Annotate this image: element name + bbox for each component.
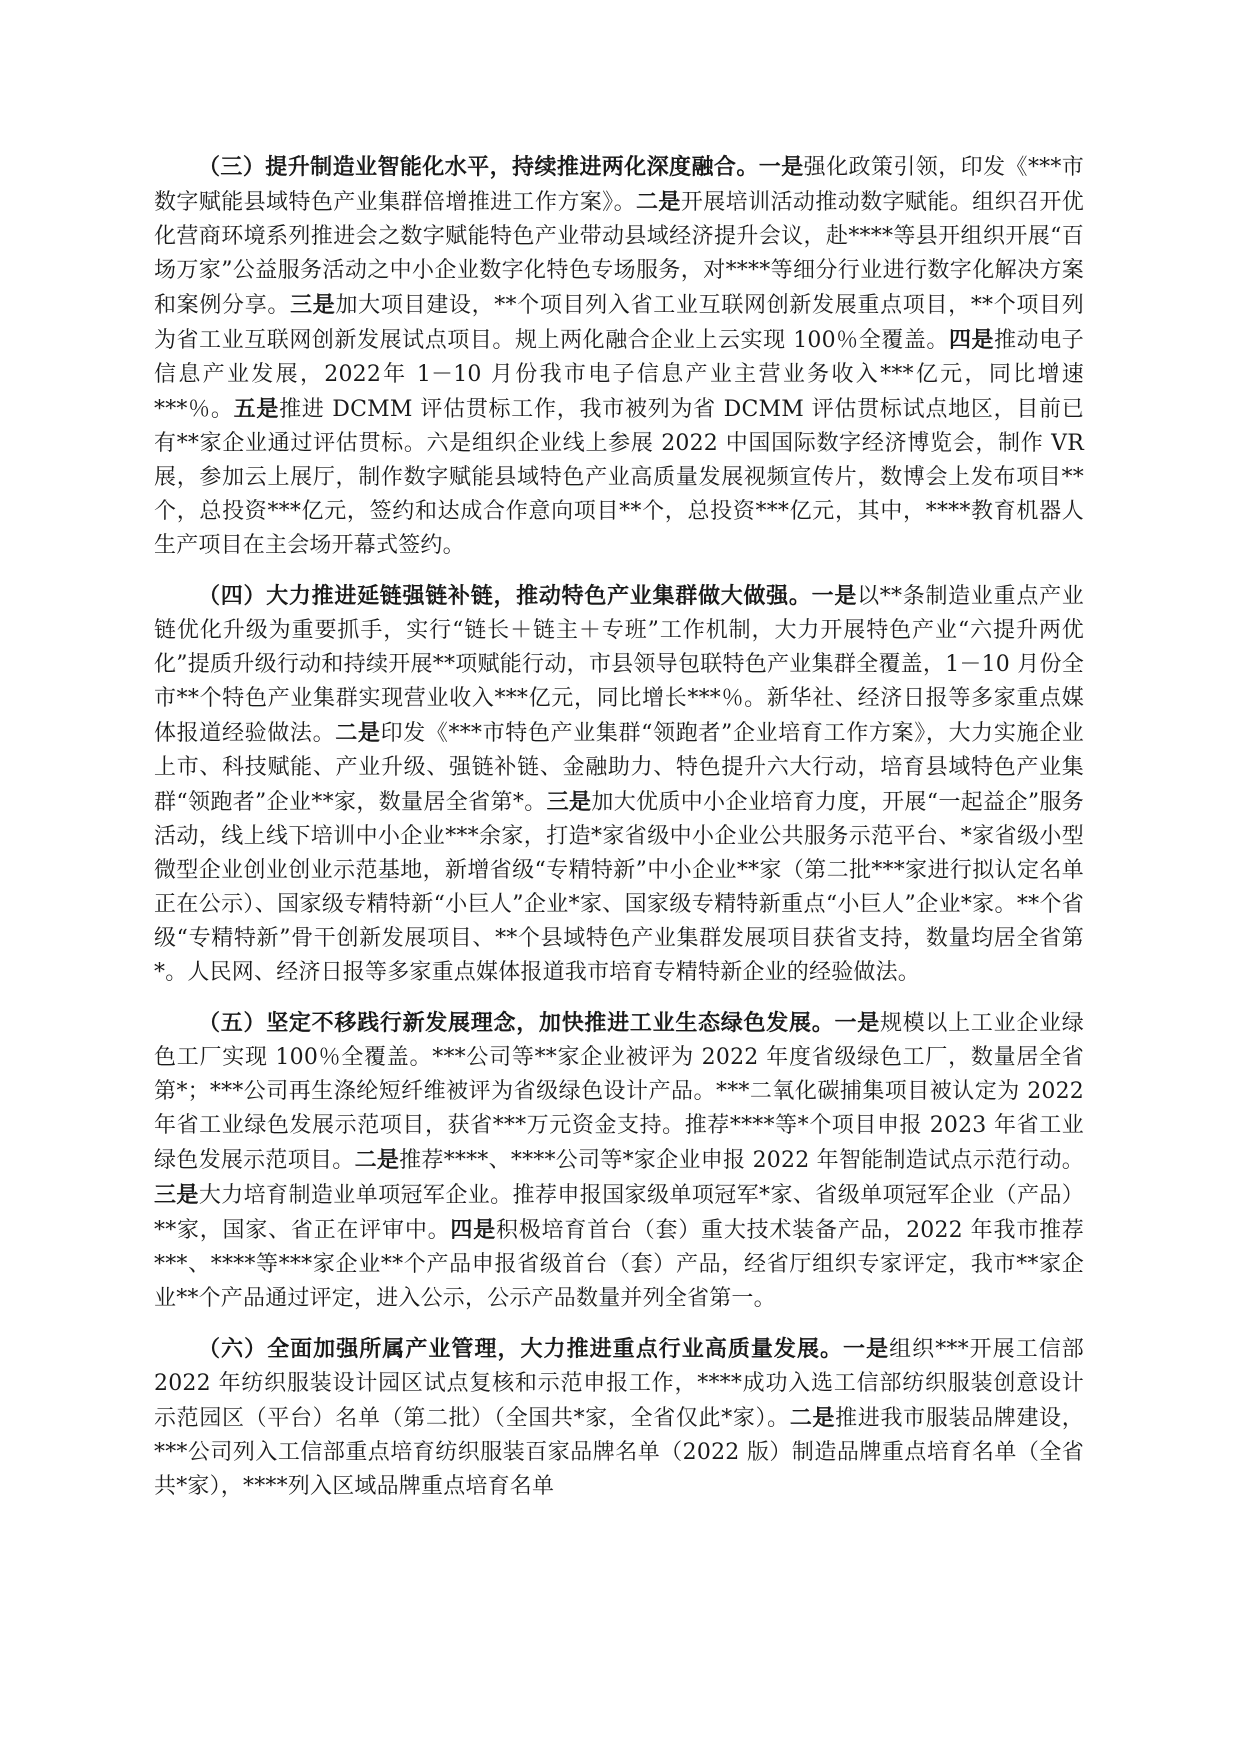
keyword-wushi: 五是 — [233, 396, 280, 422]
keyword-sishi: 四是 — [948, 327, 995, 353]
paragraph-section-3 — [154, 150, 1084, 563]
keyword-sanshi: 三是 — [154, 1182, 199, 1208]
body-text: 规模以上工业企业绿色工厂实现 100％全覆盖。***公司等**家企业被评为 2022 年度省级绿色工厂，数量居全省第*；***公司再生涤纶短纤维被评为省级绿色设计产品。***二氧化碳捕集项目被认定为 2022 年省工业绿色发展示范项目，获省***万元资金支持。推荐****等*个项目申报 2023 年省工业绿色发展示范项目。 — [154, 1011, 1084, 1173]
body-text: 组织***开展工信部 2022 年纺织服装设计园区试点复核和示范申报工作，****成功入选工信部纺织服装创意设计示范园区（平台）名单（第二批）（全国共*家，全省仅此*家）。 — [154, 1337, 1084, 1431]
keyword-ershi: 二是 — [789, 1405, 836, 1431]
paragraph-section-6 — [154, 1332, 1084, 1504]
body-text: 印发《***市特色产业集群“领跑者”企业培育工作方案》，大力实施企业上市、科技赋能、产业升级、强链补链、金融助力、特色提升六大行动，培育县域特色产业集群“领跑者”企业**家，数量居全省第*。 — [154, 721, 1084, 815]
body-text: 以**条制造业重点产业链优化升级为重要抓手，实行“链长＋链主＋专班”工作机制，大力开展特色产业“六提升两优化”提质升级行动和持续开展**项赋能行动，市县领导包联特色产业集群全覆盖，1－10 月份全市**个特色产业集群实现营业收入***亿元，同比增长***％。新华社、经济日报等多家重点媒体报道经验做法。 — [154, 584, 1084, 746]
keyword-ershi: 二是 — [636, 189, 681, 215]
body-text: 加大优质中小企业培育力度，开展“一起益企”服务活动，线上线下培训中小企业***余家，打造*家省级中小企业公共服务示范平台、*家省级小型微型企业创业创业示范基地，新增省级“专精特新”中小企业**家（第二批***家进行拟认定名单正在公示）、国家级专精特新“小巨人”企业*家、国家级专精特新重点“小巨人”企业*家。**个省级“专精特新”骨干创新发展项目、**个县域特色产业集群发展项目获省支持，数量均居全省第*。人民网、经济日报等多家重点媒体报道我市培育专精特新企业的经验做法。 — [154, 790, 1084, 985]
body-text: 推动电子信息产业发展，2022年 1－10 月份我市电子信息产业主营业务收入***亿元，同比增速***％。 — [154, 328, 1084, 422]
body-text: 开展培训活动推动数字赋能。组织召开优化营商环境系列推进会之数字赋能特色产业带动县域经济提升会议，赴****等县开组织开展“百场万家”公益服务活动之中小企业数字化特色专场服务，对****等细分行业进行数字化解决方案和案例分享。 — [154, 190, 1085, 318]
heading-section-6: （六）全面加强所属产业管理，大力推进重点行业高质量发展。 — [198, 1336, 844, 1362]
paragraph-section-4 — [154, 579, 1084, 990]
document-page — [154, 150, 1084, 1520]
keyword-yishi: 一是 — [843, 1336, 890, 1362]
paragraph-section-5 — [154, 1006, 1084, 1316]
keyword-yishi: 一是 — [834, 1010, 880, 1036]
body-text: 加大项目建设，**个项目列入省工业互联网创新发展重点项目，**个项目列为省工业互联网创新发展试点项目。规上两化融合企业上云实现 100％全覆盖。 — [154, 293, 1084, 353]
body-text: 积极培育首台（套）重大技术装备产品，2022 年我市推荐***、****等***家企业**个产品申报省级首台（套）产品，经省厅组织专家评定，我市**家企业**个产品通过评定，进入公示，公示产品数量并列全省第一。 — [154, 1218, 1084, 1311]
body-text: 推荐****、****公司等*家企业申报 2022 年智能制造试点示范行动。 — [399, 1148, 1084, 1173]
body-text: 推进 DCMM 评估贯标工作，我市被列为省 DCMM 评估贯标试点地区，目前已有**家企业通过评估贯标。六是组织企业线上参展 2022 中国国际数字经济博览会，制作 VR 展，参加云上展厅，制作数字赋能县域特色产业高质量发展视频宣传片，数博会上发布项目**个，总投资***亿元，签约和达成合作意向项目**个，总投资***亿元，其中，****教育机器人生产项目在主会场开幕式签约。 — [154, 397, 1084, 558]
heading-section-3: （三）提升制造业智能化水平，持续推进两化深度融合。 — [198, 154, 759, 180]
keyword-sishi: 四是 — [450, 1217, 496, 1243]
heading-section-4: （四）大力推进延链强链补链，推动特色产业集群做大做强。 — [198, 583, 812, 609]
body-text: 强化政策引领，印发《***市数字赋能县域特色产业集群倍增推进工作方案》。 — [154, 155, 1084, 215]
keyword-ershi: 二是 — [335, 720, 381, 746]
keyword-yishi: 一是 — [758, 154, 804, 180]
heading-section-5: （五）坚定不移践行新发展理念，加快推进工业生态绿色发展。 — [198, 1010, 835, 1036]
keyword-sanshi: 三是 — [290, 292, 336, 318]
keyword-ershi: 二是 — [354, 1147, 400, 1173]
keyword-sanshi: 三是 — [546, 789, 592, 815]
body-text: 大力培育制造业单项冠军企业。推荐申报国家级单项冠军*家、省级单项冠军企业（产品）**家，国家、省正在评审中。 — [154, 1183, 1084, 1243]
keyword-yishi: 一是 — [811, 583, 858, 609]
body-text: 推进我市服装品牌建设，***公司列入工信部重点培育纺织服装百家品牌名单（2022 版）制造品牌重点培育名单（全省共*家），****列入区域品牌重点培育名单 — [154, 1406, 1084, 1499]
